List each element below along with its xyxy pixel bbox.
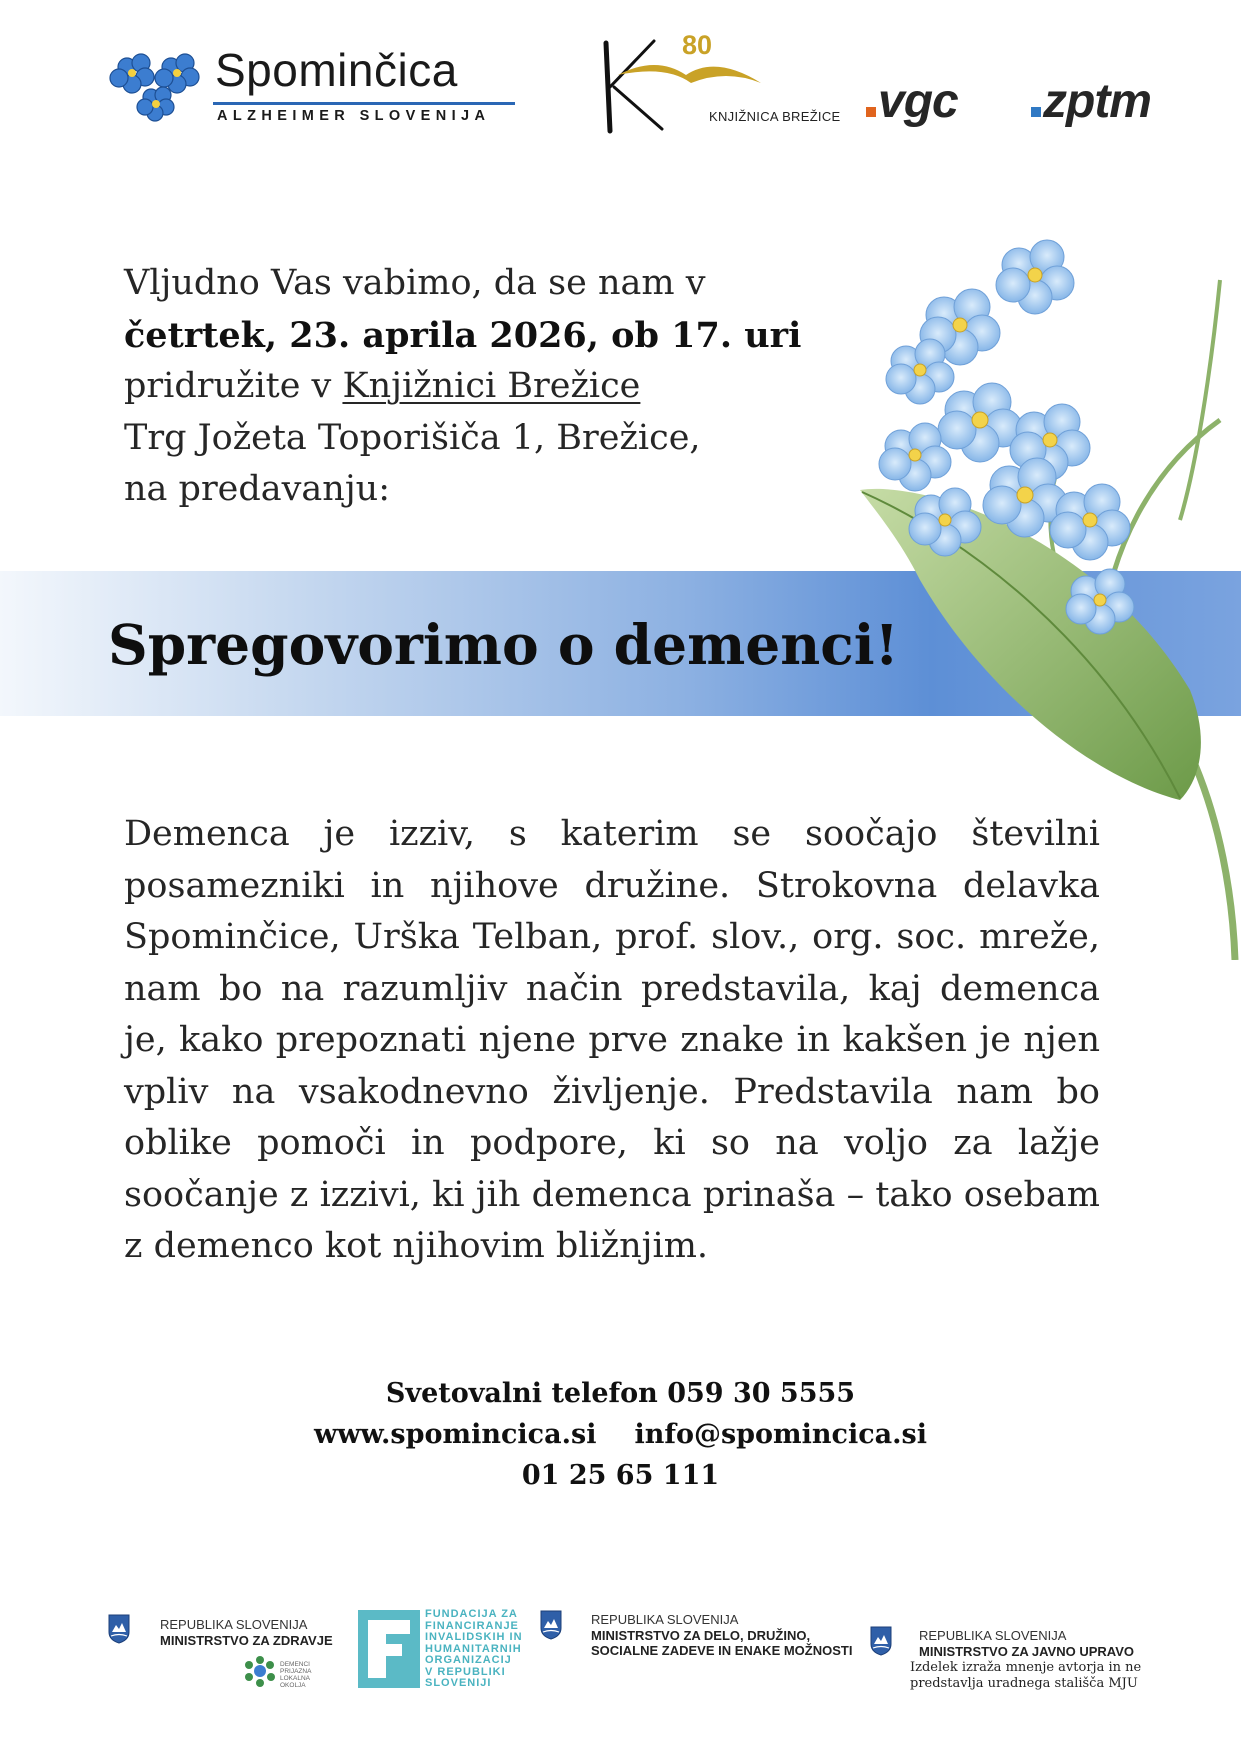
- slovenia-crest-icon: [870, 1626, 892, 1656]
- slovenia-crest-icon: [540, 1610, 562, 1640]
- vgc-text: vgc: [878, 75, 958, 128]
- venue-name: Knjižnici Brežice: [342, 366, 641, 406]
- fiho-logo: [358, 1610, 420, 1688]
- ministry-public-name: MINISTRSTVO ZA JAVNO UPRAVO: [919, 1643, 1134, 1659]
- ministry-public-label: [919, 1628, 1134, 1659]
- ministry-health-label: [160, 1617, 333, 1648]
- office-phone: 01 25 65 111: [521, 1460, 720, 1491]
- zptm-logo: [1031, 74, 1151, 129]
- zptm-text: zptm: [1043, 75, 1151, 128]
- spomincica-name: Spominčica: [215, 44, 458, 96]
- fiho-line: SLOVENIJI: [425, 1677, 492, 1689]
- vgc-dot: [866, 107, 876, 117]
- dementia-friendly-label: DEMENCI PRIJAZNA LOKALNA OKOLJA: [280, 1661, 312, 1689]
- venue-address: Trg Jožeta Toporišiča 1, Brežice,: [124, 417, 701, 458]
- disclaimer-line-1: Izdelek izraža mnenje avtorja in ne: [910, 1660, 1142, 1675]
- spomincica-logo: [105, 45, 525, 125]
- disclaimer-line-2: predstavlja uradnega stališča MJU: [910, 1676, 1138, 1691]
- ministry-health-name: MINISTRSTVO ZA ZDRAVJE: [160, 1632, 333, 1648]
- zptm-dot: [1031, 107, 1041, 117]
- fiho-line: ORGANIZACIJ: [425, 1654, 512, 1666]
- knjiznica-brezice-logo: [596, 30, 856, 135]
- contact-block: [0, 1373, 1241, 1496]
- invitation-prefix: pridružite v: [124, 366, 343, 406]
- knjiznica-anniversary: 80: [682, 30, 713, 60]
- fiho-line: FINANCIRANJE: [425, 1619, 519, 1632]
- dementia-friendly-icon: [243, 1654, 277, 1688]
- fiho-name: [425, 1609, 523, 1690]
- email-link[interactable]: info@spomincica.si: [634, 1419, 927, 1450]
- forget-me-not-icon: [105, 47, 211, 123]
- fiho-line: V REPUBLIKI: [425, 1665, 506, 1678]
- invitation-text: [124, 258, 802, 516]
- vgc-logo: [866, 74, 958, 129]
- event-title: Spregovorimo o demenci!: [108, 612, 899, 677]
- republic-label: REPUBLIKA SLOVENIJA: [160, 1617, 308, 1632]
- republic-label: REPUBLIKA SLOVENIJA: [591, 1612, 739, 1627]
- knjiznica-name: KNJIŽNICA BREŽICE: [709, 109, 841, 124]
- counselling-phone: Svetovalni telefon 059 30 5555: [385, 1378, 856, 1409]
- spomincica-subtitle: ALZHEIMER SLOVENIJA: [217, 108, 491, 124]
- contact-links-row: [0, 1414, 1241, 1455]
- event-date: četrtek, 23. aprila 2026, ob 17. uri: [124, 314, 802, 356]
- slovenia-crest-icon: [108, 1614, 130, 1644]
- ministry-labour-name-1: MINISTRSTVO ZA DELO, DRUŽINO,: [591, 1627, 811, 1643]
- ministry-labour-label: [591, 1612, 852, 1659]
- event-description: Demenca je izziv, s katerim se soočajo številni posamezniki in njihove družine. Strokovna delavka Spominčice, Urška Telban, prof. slov., org. soc. mreže, nam bo na razumljiv način predstavila, kaj demenca je, kako prepoznati njene prve znake in kakšen je njen vpliv na vsakodnevno življenje. Predstavila nam bo oblike pomoči in podpore, ki so na voljo za lažje soočanje z izzivi, ki jih demenca prinaša – tako osebam z demenco kot njihovim bližnjim.: [124, 814, 1100, 1266]
- republic-label: REPUBLIKA SLOVENIJA: [919, 1628, 1067, 1643]
- fiho-line: INVALIDSKIH IN: [425, 1631, 523, 1643]
- spomincica-underline: [213, 102, 515, 105]
- mju-disclaimer: [910, 1660, 1141, 1692]
- fiho-line: HUMANITARNIH: [425, 1642, 522, 1655]
- website-link[interactable]: www.spomincica.si: [314, 1419, 597, 1450]
- invitation-line-3: [124, 361, 764, 413]
- invitation-line-1: Vljudno Vas vabimo, da se nam v: [124, 263, 706, 303]
- invitation-line-5: na predavanju:: [124, 469, 391, 509]
- ministry-labour-name-2: SOCIALNE ZADEVE IN ENAKE MOŽNOSTI: [591, 1643, 853, 1658]
- fiho-line: FUNDACIJA ZA: [425, 1608, 518, 1620]
